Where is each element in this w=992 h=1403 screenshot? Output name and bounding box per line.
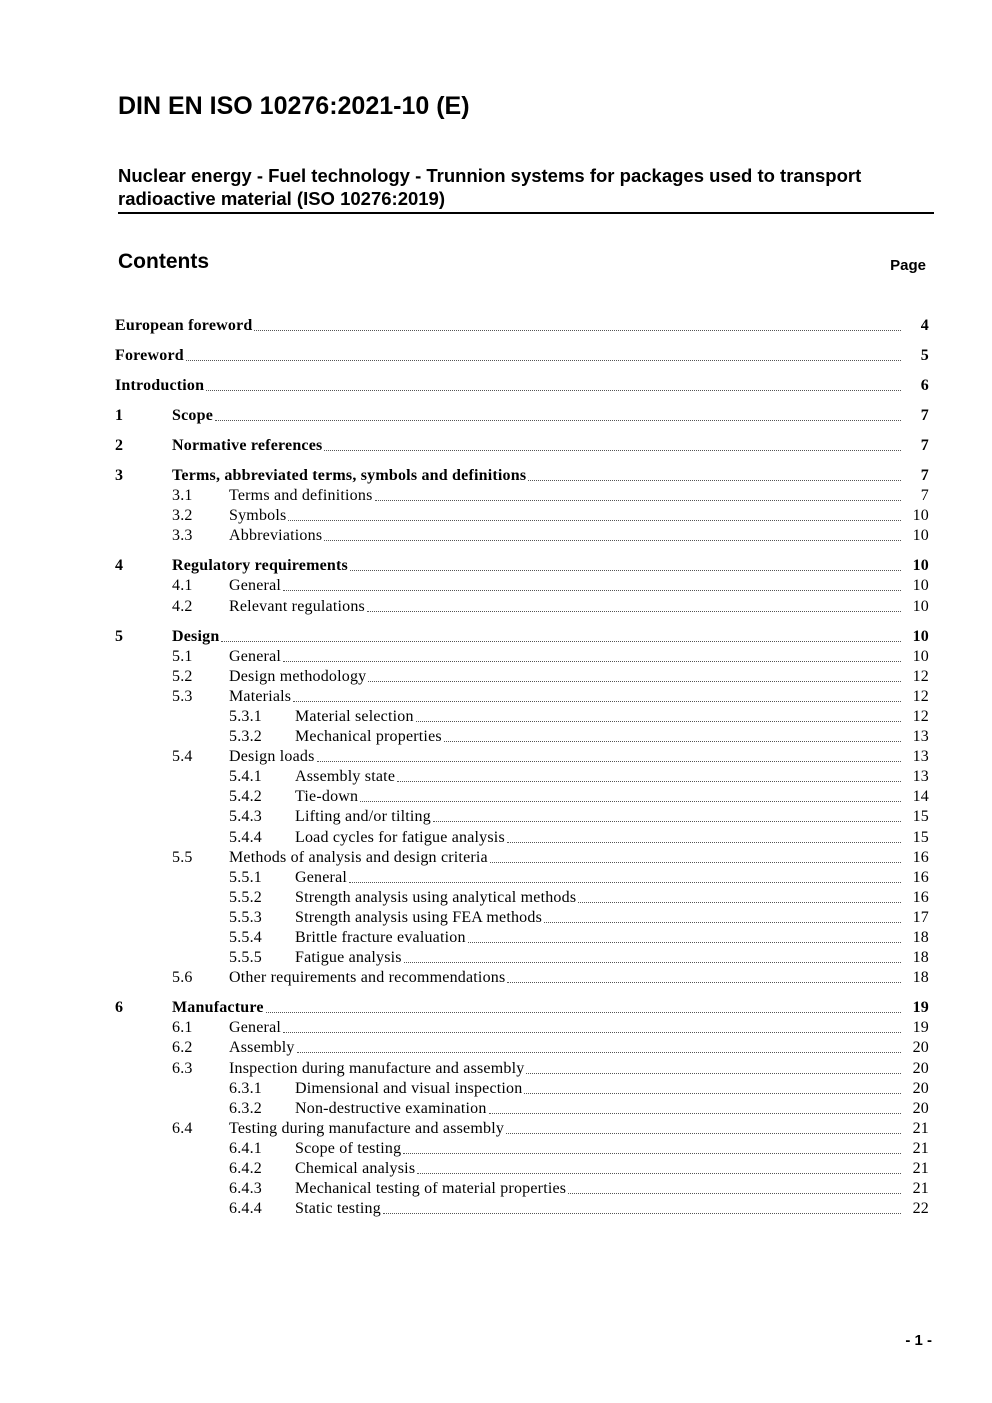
dot-leader (186, 360, 901, 361)
toc-entry-number: 6.1 (172, 1019, 193, 1037)
toc-entry[interactable] (115, 1119, 929, 1139)
toc-entry-number: 6.3 (172, 1059, 193, 1077)
dot-leader (544, 922, 901, 923)
toc-entry-title: Introduction (115, 377, 205, 394)
dot-leader (283, 661, 901, 662)
toc-entry-number: 6.4.1 (229, 1139, 262, 1157)
toc-entry[interactable] (115, 406, 929, 426)
toc-entry[interactable] (115, 727, 929, 747)
toc-entry-number: 2 (115, 437, 124, 454)
toc-entry-title: Non-destructive examination (295, 1099, 487, 1117)
toc-entry-title: Material selection (295, 707, 414, 725)
dot-leader (468, 942, 901, 943)
toc-entry-page: 15 (912, 808, 929, 826)
toc-entry-number: 4 (115, 557, 124, 575)
toc-entry-number: 6.4 (172, 1119, 193, 1137)
toc-entry-number: 5.5.1 (229, 868, 262, 886)
toc-entry-title: Load cycles for fatigue analysis (295, 828, 505, 846)
dot-leader (506, 1133, 901, 1134)
toc-entry-title: Strength analysis using analytical methods (295, 888, 577, 906)
toc-entry-page: 20 (912, 1079, 929, 1097)
toc-entry[interactable] (115, 807, 929, 827)
toc-entry[interactable] (115, 1199, 929, 1219)
dot-leader (349, 882, 901, 883)
dot-leader (360, 801, 901, 802)
dot-leader (403, 1153, 901, 1154)
toc-entry-page: 21 (912, 1160, 929, 1177)
toc-entry-title: Mechanical properties (295, 728, 442, 745)
toc-entry-page: 7 (920, 407, 929, 424)
toc-entry-title: Strength analysis using FEA methods (295, 908, 542, 926)
toc-entry-page: 21 (912, 1119, 929, 1137)
toc-entry-title: Terms and definitions (229, 487, 373, 505)
toc-entry-number: 6.3.2 (229, 1099, 262, 1117)
dot-leader (206, 390, 901, 391)
dot-leader (283, 1032, 901, 1033)
toc-entry[interactable] (115, 968, 929, 988)
dot-leader (524, 1093, 901, 1094)
dot-leader (221, 641, 901, 642)
toc-entry-number: 4.1 (172, 577, 193, 595)
dot-leader (293, 701, 901, 702)
dot-leader (254, 330, 901, 331)
toc-entry-page: 20 (912, 1039, 929, 1057)
toc-entry-number: 6.4.4 (229, 1200, 262, 1218)
toc-entry[interactable] (115, 506, 929, 526)
toc-entry[interactable] (115, 576, 929, 596)
toc-entry-number: 5 (115, 627, 124, 645)
toc-entry[interactable] (115, 687, 929, 707)
toc-entry-number: 5.6 (172, 969, 193, 987)
toc-entry-title: European foreword (115, 317, 253, 334)
toc-entry-page: 10 (912, 577, 929, 595)
toc-entry-page: 16 (912, 868, 929, 886)
dot-leader (489, 1113, 901, 1114)
toc-entry-number: 5.5.4 (229, 929, 262, 946)
dot-leader (383, 1213, 901, 1214)
dot-leader (490, 862, 901, 863)
toc-entry-page: 20 (912, 1099, 929, 1117)
toc-entry[interactable] (115, 486, 929, 506)
toc-entry[interactable] (115, 526, 929, 546)
toc-entry[interactable] (115, 908, 929, 928)
toc-entry-title: Relevant regulations (229, 597, 365, 615)
toc-entry-page: 15 (912, 828, 929, 846)
toc-entry-title: Other requirements and recommendations (229, 969, 506, 987)
toc-entry[interactable] (115, 868, 929, 888)
toc-entry-number: 6.4.3 (229, 1180, 262, 1198)
toc-entry-title: Assembly state (295, 768, 396, 786)
toc-entry-title: Fatigue analysis (295, 949, 402, 967)
page-column-label: Page (890, 257, 926, 274)
toc-entry-title: Tie-down (295, 788, 359, 806)
toc-entry-title: Manufacture (172, 999, 264, 1017)
toc-entry-title: Regulatory requirements (172, 557, 348, 575)
toc-entry[interactable] (115, 667, 929, 687)
toc-entry-number: 6.4.2 (229, 1160, 262, 1177)
toc-entry-title: General (229, 1019, 282, 1037)
dot-leader (324, 450, 901, 451)
toc-entry-page: 13 (912, 728, 929, 745)
toc-entry-title: Static testing (295, 1200, 381, 1218)
dot-leader (324, 540, 901, 541)
toc-entry-number: 5.1 (172, 647, 193, 665)
toc-entry-number: 5.3.2 (229, 728, 262, 745)
toc-entry[interactable] (115, 556, 929, 576)
toc-entry-number: 5.5.2 (229, 888, 262, 906)
dot-leader (507, 982, 901, 983)
toc-entry[interactable] (115, 1038, 929, 1058)
dot-leader (297, 1052, 901, 1053)
toc-entry-page: 14 (912, 788, 929, 806)
toc-entry[interactable] (115, 436, 929, 456)
dot-leader (397, 781, 901, 782)
toc-entry-title: Dimensional and visual inspection (295, 1079, 523, 1097)
toc-entry-page: 16 (912, 848, 929, 866)
toc-entry-page: 7 (920, 437, 929, 454)
toc-entry-page: 10 (912, 627, 929, 645)
toc-entry-page: 6 (920, 377, 929, 394)
document-id: DIN EN ISO 10276:2021-10 (E) (118, 92, 470, 120)
toc-entry[interactable] (115, 767, 929, 787)
toc-entry-title: Materials (229, 687, 292, 705)
dot-leader (507, 842, 901, 843)
toc-entry-title: Lifting and/or tilting (295, 808, 431, 826)
page-number: - 1 - (905, 1332, 932, 1349)
dot-leader (416, 721, 901, 722)
toc-entry[interactable] (115, 466, 929, 486)
dot-leader (283, 590, 901, 591)
toc-entry[interactable] (115, 828, 929, 848)
toc-entry[interactable] (115, 1018, 929, 1038)
toc-entry-page: 18 (912, 969, 929, 987)
toc-entry-number: 6.2 (172, 1039, 193, 1057)
toc-entry[interactable] (115, 346, 929, 366)
toc-entry[interactable] (115, 747, 929, 767)
toc-entry-title: General (229, 577, 282, 595)
dot-leader (288, 520, 901, 521)
toc-entry-title: Inspection during manufacture and assembly (229, 1059, 525, 1077)
dot-leader (444, 741, 901, 742)
dot-leader (578, 902, 901, 903)
dot-leader (433, 821, 901, 822)
toc-entry-page: 19 (912, 999, 929, 1017)
toc-entry[interactable] (115, 998, 929, 1018)
toc-entry-page: 10 (912, 507, 929, 525)
toc-entry-title: Design (172, 627, 220, 645)
toc-entry[interactable] (115, 647, 929, 667)
toc-entry-number: 6 (115, 999, 124, 1017)
toc-entry-number: 5.4.1 (229, 768, 262, 786)
toc-entry-title: Testing during manufacture and assembly (229, 1119, 505, 1137)
toc-entry-number: 3 (115, 467, 124, 484)
toc-entry[interactable] (115, 787, 929, 807)
toc-entry[interactable] (115, 928, 929, 948)
dot-leader (417, 1173, 901, 1174)
toc-entry-page: 7 (920, 467, 929, 484)
toc-entry-number: 3.1 (172, 487, 193, 505)
toc-entry-title: Normative references (172, 437, 323, 454)
dot-leader (568, 1193, 901, 1194)
toc-entry-number: 5.4.2 (229, 788, 262, 806)
toc-entry-number: 1 (115, 407, 124, 424)
toc-entry[interactable] (115, 848, 929, 868)
dot-leader (266, 1012, 901, 1013)
toc-entry-page: 4 (920, 317, 929, 334)
toc-entry-title: Symbols (229, 507, 287, 525)
toc-entry-page: 7 (920, 487, 929, 505)
toc-entry-title: Terms, abbreviated terms, symbols and definitions (172, 467, 527, 484)
toc-entry-page: 10 (912, 647, 929, 665)
toc-entry[interactable] (115, 627, 929, 647)
toc-entry-page: 10 (912, 557, 929, 575)
dot-leader (317, 761, 901, 762)
toc-entry-number: 5.5 (172, 848, 193, 866)
toc-entry[interactable] (115, 1139, 929, 1159)
dot-leader (350, 570, 901, 571)
toc-entry-page: 12 (912, 687, 929, 705)
toc-entry-page: 19 (912, 1019, 929, 1037)
toc-entry[interactable] (115, 1059, 929, 1079)
toc-entry-page: 5 (920, 347, 929, 364)
toc-entry[interactable] (115, 1159, 929, 1179)
toc-entry[interactable] (115, 376, 929, 396)
toc-entry-title: Brittle fracture evaluation (295, 929, 466, 946)
toc-entry-number: 6.3.1 (229, 1079, 262, 1097)
toc-entry-number: 5.2 (172, 667, 193, 685)
toc-entry-title: Abbreviations (229, 527, 323, 545)
dot-leader (367, 611, 901, 612)
toc-entry-title: Scope of testing (295, 1139, 402, 1157)
toc-entry-page: 10 (912, 527, 929, 545)
toc-entry-page: 16 (912, 888, 929, 906)
dot-leader (215, 420, 901, 421)
dot-leader (528, 480, 901, 481)
toc-entry-page: 13 (912, 768, 929, 786)
toc-entry-title: Methods of analysis and design criteria (229, 848, 488, 866)
toc-entry[interactable] (115, 948, 929, 968)
toc-entry-page: 21 (912, 1180, 929, 1198)
toc-entry-number: 5.4 (172, 748, 193, 766)
toc-entry-title: Foreword (115, 347, 184, 364)
toc-entry-page: 17 (912, 908, 929, 926)
toc-entry-number: 5.4.4 (229, 828, 262, 846)
toc-entry-page: 22 (912, 1200, 929, 1218)
toc-entry[interactable] (115, 597, 929, 617)
document-subtitle: Nuclear energy - Fuel technology - Trunnion systems for packages used to transport radioactive material (ISO 10276:2019) (118, 164, 934, 214)
toc-entry-page: 12 (912, 707, 929, 725)
toc-entry-title: General (295, 868, 348, 886)
toc-entry-number: 5.3.1 (229, 707, 262, 725)
toc-entry-page: 18 (912, 929, 929, 946)
toc-entry-number: 5.3 (172, 687, 193, 705)
dot-leader (526, 1073, 901, 1074)
toc-entry-page: 12 (912, 667, 929, 685)
toc-entry-title: Design loads (229, 748, 315, 766)
toc-entry[interactable] (115, 316, 929, 336)
toc-entry-page: 21 (912, 1139, 929, 1157)
toc-entry-number: 5.5.5 (229, 949, 262, 967)
toc-entry[interactable] (115, 888, 929, 908)
toc-entry-title: General (229, 647, 282, 665)
toc-entry[interactable] (115, 707, 929, 727)
toc-entry[interactable] (115, 1079, 929, 1099)
toc-entry-page: 20 (912, 1059, 929, 1077)
toc-entry-title: Assembly (229, 1039, 295, 1057)
toc-entry-title: Chemical analysis (295, 1160, 416, 1177)
toc-entry-page: 13 (912, 748, 929, 766)
toc-entry-title: Mechanical testing of material properties (295, 1180, 567, 1198)
toc-entry-title: Design methodology (229, 667, 367, 685)
dot-leader (368, 681, 901, 682)
contents-heading: Contents (118, 250, 209, 273)
toc-entry-page: 18 (912, 949, 929, 967)
toc-entry-number: 5.5.3 (229, 908, 262, 926)
toc-entry-number: 5.4.3 (229, 808, 262, 826)
toc-entry-number: 3.3 (172, 527, 193, 545)
toc-entry-number: 4.2 (172, 597, 193, 615)
toc-entry-number: 3.2 (172, 507, 193, 525)
dot-leader (375, 500, 902, 501)
toc-entry[interactable] (115, 1179, 929, 1199)
toc-entry-title: Scope (172, 407, 213, 424)
toc-entry[interactable] (115, 1099, 929, 1119)
dot-leader (404, 962, 901, 963)
toc-entry-page: 10 (912, 597, 929, 615)
